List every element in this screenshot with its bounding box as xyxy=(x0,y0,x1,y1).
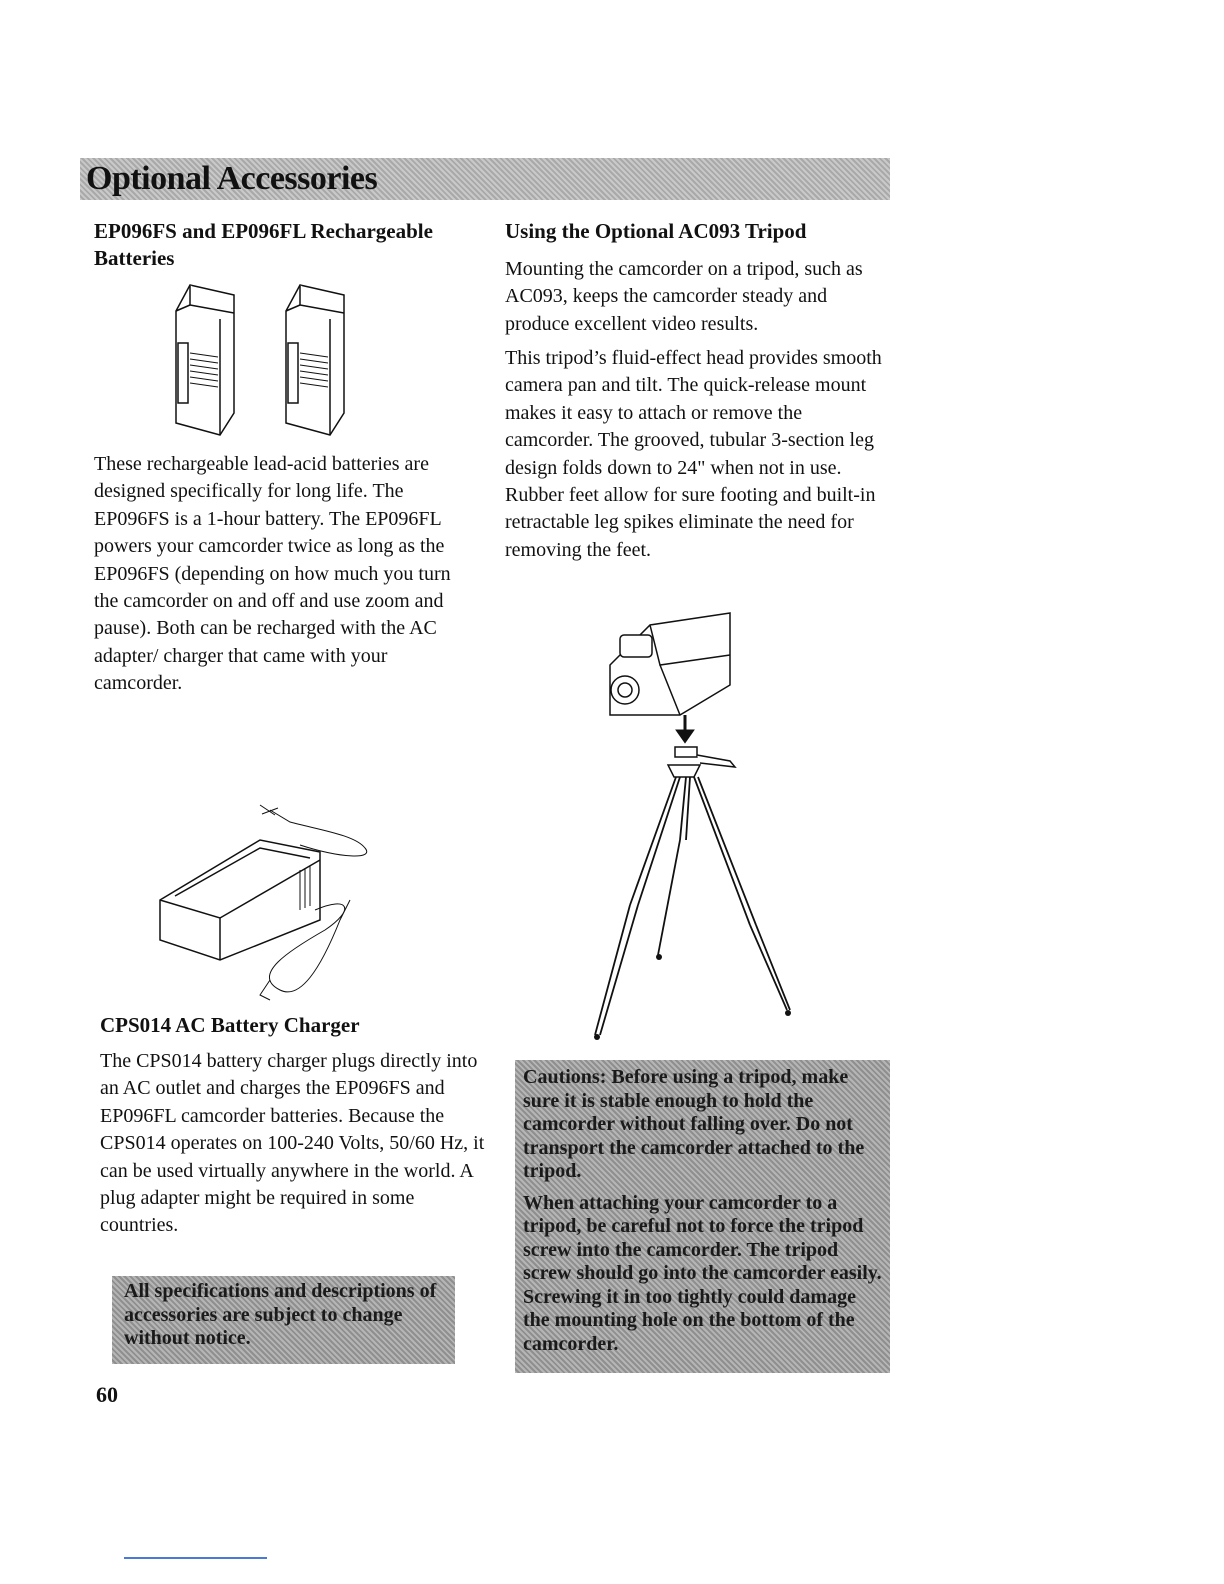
tripod-heading: Using the Optional AC093 Tripod xyxy=(505,219,807,243)
cautions-label: Cautions: xyxy=(523,1066,607,1088)
page-number: 60 xyxy=(96,1382,118,1407)
charger-heading: CPS014 AC Battery Charger xyxy=(100,1013,360,1037)
cautions-box xyxy=(515,1060,890,1373)
notice-text: All specifications and descriptions of accessories are subject to change without notice. xyxy=(124,1280,437,1349)
batteries-illustration xyxy=(168,283,368,438)
footer-rule xyxy=(124,1557,267,1559)
cautions-text-2: When attaching your camcorder to a tripod, be careful not to force the tripod screw into the camcorder. The tripod screw should go into the camcorder easily. Screwing it in too tightly could damage the mounting hole on the bottom of the camcorder. xyxy=(523,1191,882,1355)
camcorder-tripod-illustration xyxy=(590,605,810,1045)
charger-description: The CPS014 battery charger plugs directly into an AC outlet and charges the EP096FS and EP096FL camcorder batteries. Because the CPS014 operates on 100-240 Volts, 50/60 Hz, it can be used virtually anywhere in the world. A plug adapter might be required in some countries. xyxy=(100,1050,485,1237)
page-title: Optional Accessories xyxy=(86,160,378,197)
batteries-description: These rechargeable lead-acid batteries are designed specifically for long life. The EP096FS is a 1-hour battery. The EP096FL powers your camcorder twice as long as the EP096FS (depending on how much you turn the camcorder on and off and use zoom and pause). Both can be recharged with the AC adapter/ charger that came with your camcorder. xyxy=(94,453,451,695)
notice-box xyxy=(112,1276,455,1364)
tripod-para-1: Mounting the camcorder on a tripod, such as AC093, keeps the camcorder steady and produce excellent video results. xyxy=(505,258,863,335)
batteries-heading: EP096FS and EP096FL Rechargeable Batteries xyxy=(94,219,433,270)
tripod-para-2: This tripod’s fluid-effect head provides smooth camera pan and tilt. The quick-release mount makes it easy to attach or remove the camcorder. The grooved, tubular 3-section leg design folds down to 24" when not in use. Rubber feet allow for sure footing and built-in retractable leg spikes eliminate the need for removing the feet. xyxy=(505,347,882,561)
charger-illustration xyxy=(150,800,370,1010)
cautions-text-1: Before using a tripod, make sure it is stable enough to hold the camcorder without falling over. Do not transport the camcorder attached to the tripod. xyxy=(523,1066,865,1182)
